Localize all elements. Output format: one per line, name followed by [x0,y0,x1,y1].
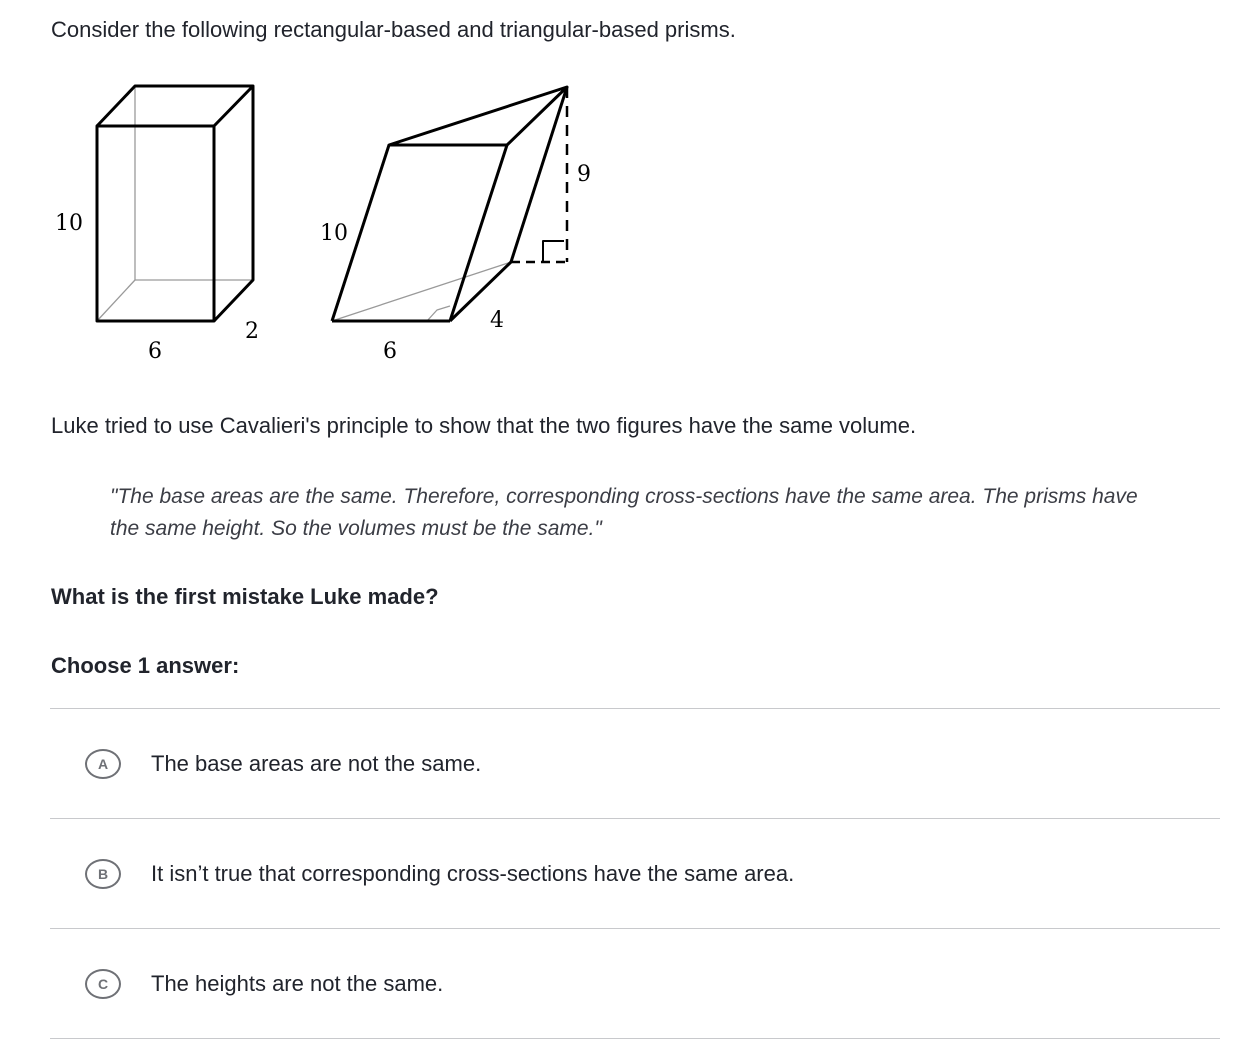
choice-a-letter-circle[interactable]: A [85,749,121,779]
choice-a-text[interactable]: The base areas are not the same. [151,751,482,776]
rect-top-face [97,86,253,126]
choice-b-letter-circle[interactable]: B [85,859,121,889]
answer-choices [50,708,1220,1039]
luke-quote: "The base areas are the same. Therefore, corresponding cross-sections have the same area. The prisms have the same height. So the volumes must be the same." [110,485,1138,540]
rect-height-label: 10 [55,211,83,236]
prisms-diagram [40,72,620,372]
choice-b[interactable] [50,819,1220,929]
rect-hidden-edge-depth [97,280,135,321]
choice-c[interactable] [50,929,1220,1039]
question-text: What is the first mistake Luke made? [51,584,439,609]
tri-hidden-base-edge [332,262,511,321]
tri-base-right-angle [427,306,450,321]
choose-label: Choose 1 answer: [51,653,240,678]
prisms-figure [40,72,620,372]
choice-b-text[interactable]: It isn’t true that corresponding cross-sections have the same area. [151,861,795,886]
choice-c-letter-circle[interactable]: C [85,969,121,999]
tri-side-label: 4 [490,308,504,333]
triangular-prism [332,87,567,321]
cavalieri-paragraph: Luke tried to use Cavalieri's principle to show that the two figures have the same volume. [51,413,917,438]
intro-text: Consider the following rectangular-based and triangular-based prisms. [51,17,736,42]
tri-height-label: 9 [577,162,591,187]
tri-height-right-angle [543,241,564,262]
tri-edge-label: 10 [320,221,348,246]
choice-c-text[interactable]: The heights are not the same. [151,971,444,996]
choice-a[interactable] [50,709,1220,819]
tri-base-label: 6 [383,339,397,364]
tri-top-face [389,87,567,145]
rect-front-face [97,126,214,321]
rect-depth-label: 2 [245,319,259,344]
rectangular-prism [97,86,253,321]
rect-width-label: 6 [148,339,162,364]
